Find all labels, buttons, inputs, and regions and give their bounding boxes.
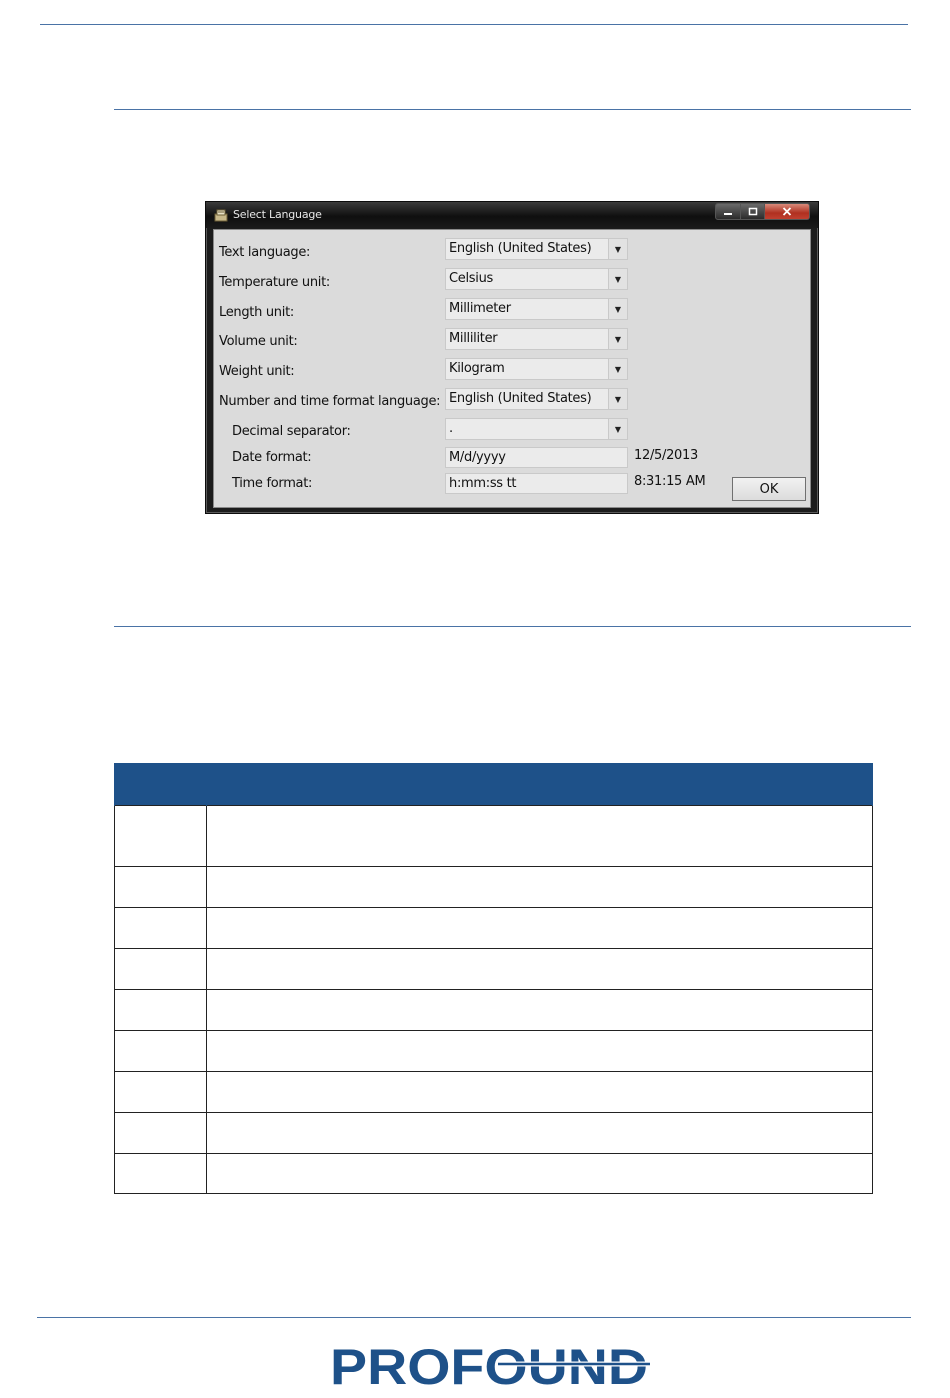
section-rule-1 [114, 109, 911, 110]
title-bar[interactable] [206, 202, 818, 228]
number-time-format-language-value: English (United States) [449, 391, 592, 406]
decimal-separator-select[interactable] [445, 418, 628, 440]
date-format-value: M/d/yyyy [449, 450, 506, 465]
number-time-format-language-label: Number and time format language: [219, 394, 441, 409]
length-unit-select[interactable] [445, 298, 628, 320]
reference-table [114, 763, 873, 1194]
table-header-cell [207, 763, 873, 806]
table-cell [207, 1113, 873, 1154]
time-format-input[interactable] [445, 473, 628, 494]
table-cell [207, 806, 873, 867]
close-icon [782, 207, 792, 216]
table-row [115, 806, 873, 867]
table-header-row [115, 763, 873, 806]
table-cell [207, 1031, 873, 1072]
table-cell [207, 990, 873, 1031]
ok-button[interactable]: OK [732, 477, 806, 501]
text-language-select[interactable] [445, 238, 628, 260]
table-cell [207, 949, 873, 990]
chevron-down-icon[interactable]: ▼ [608, 389, 627, 409]
table-row [115, 1072, 873, 1113]
table-cell [207, 908, 873, 949]
date-format-preview: 12/5/2013 [634, 448, 698, 463]
length-unit-label: Length unit: [219, 305, 294, 320]
table-cell [115, 990, 207, 1031]
minimize-icon [723, 208, 733, 216]
date-format-label: Date format: [232, 450, 312, 465]
minimize-button[interactable] [715, 203, 741, 220]
weight-unit-select[interactable] [445, 358, 628, 380]
weight-unit-label: Weight unit: [219, 364, 295, 379]
table-cell [207, 867, 873, 908]
text-language-value: English (United States) [449, 241, 592, 256]
app-icon [214, 208, 228, 222]
logo-text: PROFOUND [330, 1340, 648, 1388]
time-format-value: h:mm:ss tt [449, 476, 517, 491]
select-language-dialog [205, 201, 819, 514]
table-row [115, 867, 873, 908]
table-header-cell [115, 763, 207, 806]
table-row [115, 908, 873, 949]
length-unit-value: Millimeter [449, 301, 511, 316]
decimal-separator-value: . [449, 421, 453, 436]
chevron-down-icon[interactable]: ▼ [608, 329, 627, 349]
decimal-separator-label: Decimal separator: [232, 424, 351, 439]
chevron-down-icon[interactable]: ▼ [608, 359, 627, 379]
section-rule-2 [114, 626, 911, 627]
volume-unit-value: Milliliter [449, 331, 498, 346]
dialog-client-area [213, 229, 811, 508]
table-row [115, 990, 873, 1031]
temperature-unit-select[interactable] [445, 268, 628, 290]
table-cell [115, 1154, 207, 1194]
volume-unit-select[interactable] [445, 328, 628, 350]
table-cell [115, 949, 207, 990]
text-language-label: Text language: [219, 245, 311, 260]
table-row [115, 1154, 873, 1194]
time-format-label: Time format: [232, 476, 313, 491]
chevron-down-icon[interactable]: ▼ [608, 299, 627, 319]
weight-unit-value: Kilogram [449, 361, 505, 376]
maximize-icon [748, 207, 758, 216]
dialog-title: Select Language [233, 208, 322, 221]
page-top-rule [40, 24, 908, 25]
number-time-format-language-select[interactable] [445, 388, 628, 410]
table-cell [115, 1113, 207, 1154]
table-row [115, 1113, 873, 1154]
table-cell [115, 1031, 207, 1072]
table-cell [115, 908, 207, 949]
maximize-button[interactable] [741, 203, 765, 220]
time-format-preview: 8:31:15 AM [634, 474, 706, 489]
profound-logo [330, 1340, 652, 1388]
chevron-down-icon[interactable]: ▼ [608, 269, 627, 289]
volume-unit-label: Volume unit: [219, 334, 298, 349]
footer-rule [37, 1317, 911, 1318]
chevron-down-icon[interactable]: ▼ [608, 419, 627, 439]
table-row [115, 1031, 873, 1072]
table-cell [115, 806, 207, 867]
table-cell [115, 1072, 207, 1113]
close-button[interactable] [765, 203, 810, 220]
date-format-input[interactable] [445, 447, 628, 468]
table-cell [115, 867, 207, 908]
table-cell [207, 1154, 873, 1194]
temperature-unit-value: Celsius [449, 271, 493, 286]
table-cell [207, 1072, 873, 1113]
window-controls [715, 203, 810, 221]
temperature-unit-label: Temperature unit: [219, 275, 330, 290]
table-row [115, 949, 873, 990]
chevron-down-icon[interactable]: ▼ [608, 239, 627, 259]
